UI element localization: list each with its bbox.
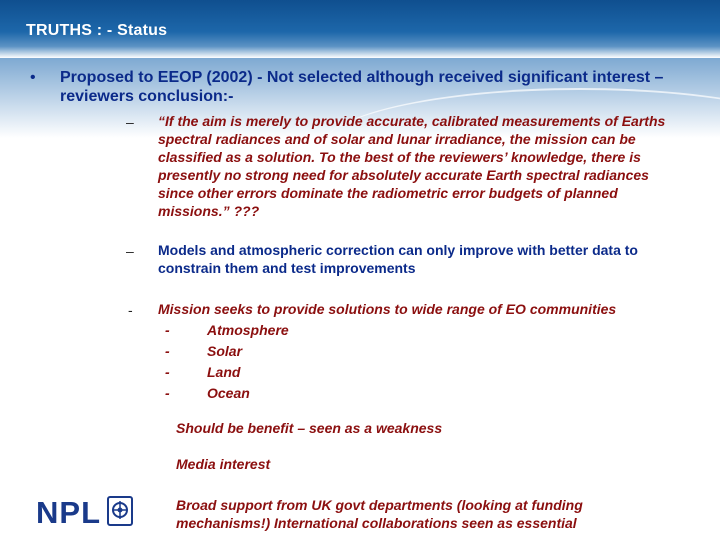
point-2-marker: – (126, 243, 134, 259)
list-item: - Atmosphere (165, 322, 289, 338)
note-weakness: Should be benefit – seen as a weakness (176, 420, 443, 436)
point-1-marker: – (126, 114, 134, 130)
main-point-text: Proposed to EEOP (2002) - Not selected although received significant interest – reviewers conclusion:- (60, 69, 664, 105)
logo-text: NPL (36, 495, 101, 530)
npl-crest-icon (107, 496, 133, 531)
list-item: - Solar (165, 343, 243, 359)
list-item: - Ocean (165, 385, 250, 401)
note-support: Broad support from UK govt departments (looking at funding mechanisms!) International collaborations seen as essential (176, 497, 583, 531)
point-3-text: Mission seeks to provide solutions to wide range of EO communities (158, 301, 617, 317)
main-bullet-marker: • (30, 69, 36, 86)
point-2-text: Models and atmospheric correction can only improve with better data to constrain them and test improvements (158, 242, 638, 276)
list-item: - Land (165, 364, 241, 380)
community-list (165, 320, 289, 404)
npl-logo (36, 496, 133, 530)
point-3-marker: - (128, 302, 133, 318)
note-media: Media interest (176, 456, 271, 472)
slide-title: TRUTHS : - Status (26, 22, 168, 39)
point-1-text: “If the aim is merely to provide accurate, calibrated measurements of Earths spectral radiances and of solar and lunar irradiance, the mission can be classified as a solution. To the best of the reviewers’ knowledge, there is presently no strong need for absolutely accurate Earth spectral radiances since other errors dominate the radiometric error budgets of planned missions.” ??? (158, 113, 666, 219)
